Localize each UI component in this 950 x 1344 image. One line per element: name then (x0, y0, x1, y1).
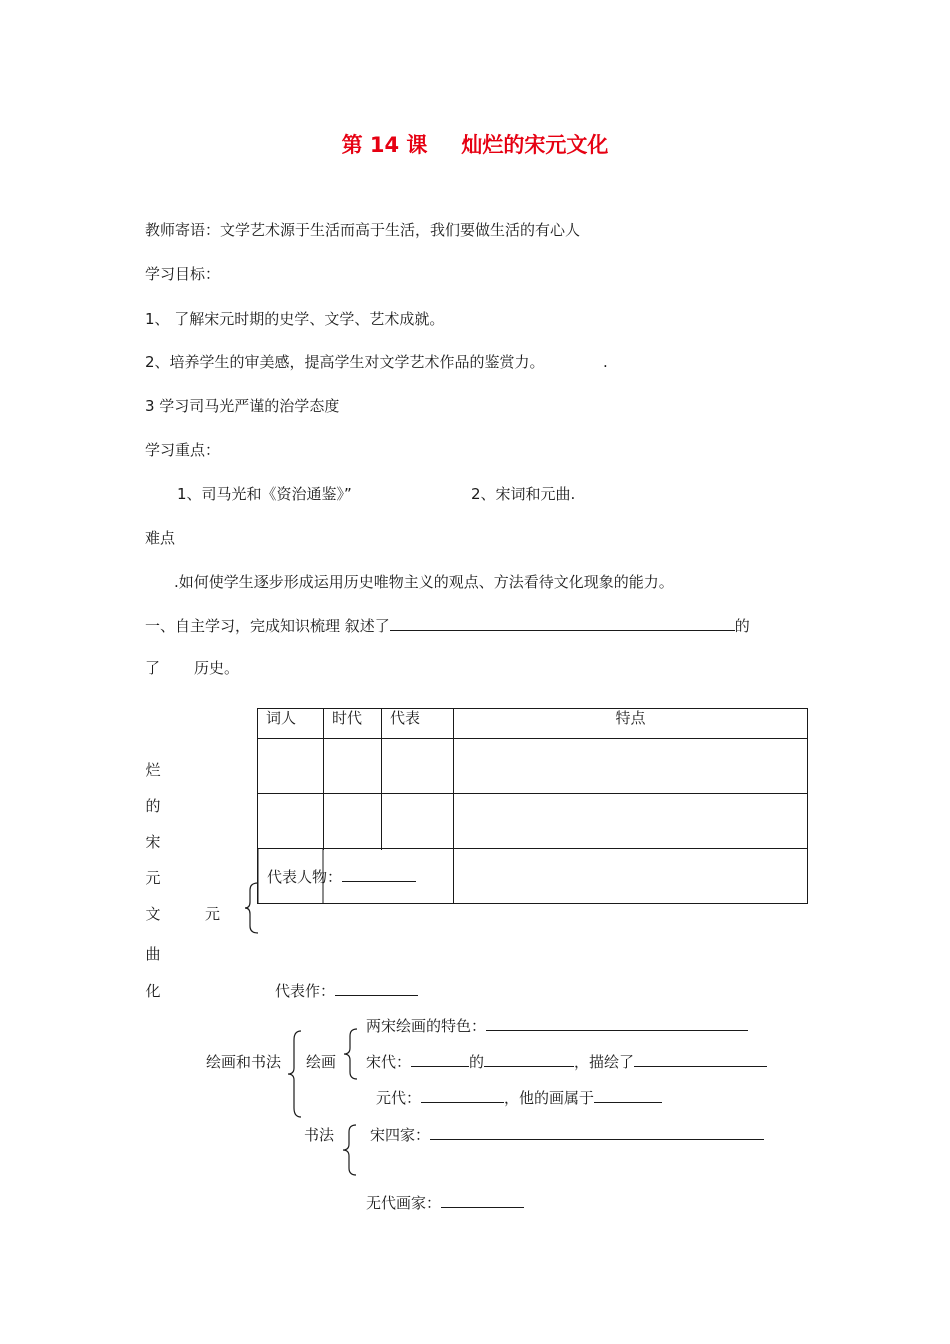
brace-icon (343, 1028, 359, 1080)
blank-line[interactable] (390, 616, 735, 631)
table-cell[interactable] (454, 794, 808, 849)
objectives-heading: 学习目标： (145, 265, 221, 283)
table-header-row (258, 709, 808, 739)
difficulty-heading: 难点 (145, 529, 176, 547)
four-masters-label: 宋四家： (370, 1126, 431, 1144)
key-point-1: 1、司马光和《资治通鉴》” (177, 485, 352, 503)
lesson-name: 灿烂的宋元文化 (461, 133, 609, 157)
brace-icon (244, 882, 260, 934)
yuan-dynasty-label: 元代： (376, 1089, 422, 1107)
table-header-cell: 词人 (258, 709, 324, 739)
painting-label: 绘画 (306, 1053, 337, 1071)
table-cell[interactable] (258, 794, 324, 849)
table-cell[interactable] (382, 739, 454, 794)
vertical-char: 文 (145, 905, 161, 923)
calligraphy-label: 书法 (304, 1126, 335, 1144)
difficulty-text: .如何使学生逐步形成运用历史唯物主义的观点、方法看待文化现象的能力。 (174, 573, 674, 591)
rep-work-label: 代表作： (275, 982, 336, 1000)
blank-line[interactable] (430, 1125, 764, 1140)
blank-line[interactable] (421, 1088, 504, 1103)
song-painting-feature-label: 两宋绘画的特色： (366, 1017, 487, 1035)
table-cell[interactable] (258, 739, 324, 794)
table-cell[interactable] (324, 794, 382, 849)
vertical-char: 烂 (145, 761, 161, 779)
table-row (258, 739, 808, 794)
table-cell[interactable] (382, 794, 454, 849)
section1-prefix: 一、自主学习，完成知识梳理 叙述了 (145, 617, 390, 635)
vertical-char: 元 (145, 869, 161, 887)
blank-line[interactable] (594, 1088, 662, 1103)
stray-dot: . (603, 353, 608, 371)
connector-text: 的 (469, 1053, 485, 1071)
vertical-char: 曲 (145, 945, 161, 963)
section1-suffix: 的 (734, 617, 750, 635)
key-points-heading: 学习重点： (145, 441, 221, 459)
section1-line2-a: 了 (145, 659, 161, 677)
section1-line2-b: 历史。 (194, 659, 240, 677)
blank-line[interactable] (634, 1052, 767, 1067)
vertical-char: 宋 (145, 833, 161, 851)
belongs-label: ，他的画属于 (504, 1089, 595, 1107)
yuan-label: 元 (205, 905, 221, 923)
objective-item-2: 2、培养学生的审美感，提高学生对文学艺术作品的鉴赏力。 (145, 353, 545, 371)
objective-item-3: 3 学习司马光严谨的治学态度 (145, 397, 340, 415)
song-dynasty-label: 宋代： (366, 1053, 412, 1071)
blank-line[interactable] (486, 1016, 748, 1031)
table-header-cell: 代表 (382, 709, 454, 739)
table-cell[interactable] (454, 739, 808, 794)
teacher-note: 教师寄语：文学艺术源于生活而高于生活，我们要做生活的有心人 (145, 221, 581, 239)
blank-line[interactable] (441, 1193, 524, 1208)
painting-calligraphy-label: 绘画和书法 (206, 1053, 282, 1071)
brace-icon (287, 1030, 303, 1118)
blank-line[interactable] (411, 1052, 469, 1067)
blank-line[interactable] (342, 867, 416, 882)
painting-line-3 (376, 1088, 662, 1108)
rep-person-line (267, 867, 416, 887)
blank-line[interactable] (484, 1052, 574, 1067)
calligraphy-line-1 (370, 1125, 764, 1145)
rep-work-line (275, 981, 418, 1001)
page-title (0, 132, 950, 158)
table-header-cell: 时代 (324, 709, 382, 739)
vertical-char: 的 (145, 797, 161, 815)
painting-line-1 (366, 1016, 748, 1036)
rep-person-label: 代表人物： (267, 868, 343, 886)
painters-label: 无代画家： (366, 1194, 442, 1212)
table-header-cell: 特点 (454, 709, 808, 739)
blank-line[interactable] (335, 981, 418, 996)
lesson-number: 第 14 课 (341, 133, 428, 157)
last-line (366, 1193, 524, 1213)
section1-line (145, 616, 750, 636)
table-row (258, 794, 808, 849)
depicts-label: ，描绘了 (574, 1053, 635, 1071)
brace-icon (342, 1124, 358, 1176)
table-cell[interactable] (454, 849, 808, 904)
objective-item-1: 1、 了解宋元时期的史学、文学、艺术成就。 (145, 310, 445, 328)
table-cell[interactable] (324, 739, 382, 794)
vertical-char: 化 (145, 982, 161, 1000)
painting-line-2 (366, 1052, 767, 1072)
key-point-2: 2、宋词和元曲. (471, 485, 576, 503)
